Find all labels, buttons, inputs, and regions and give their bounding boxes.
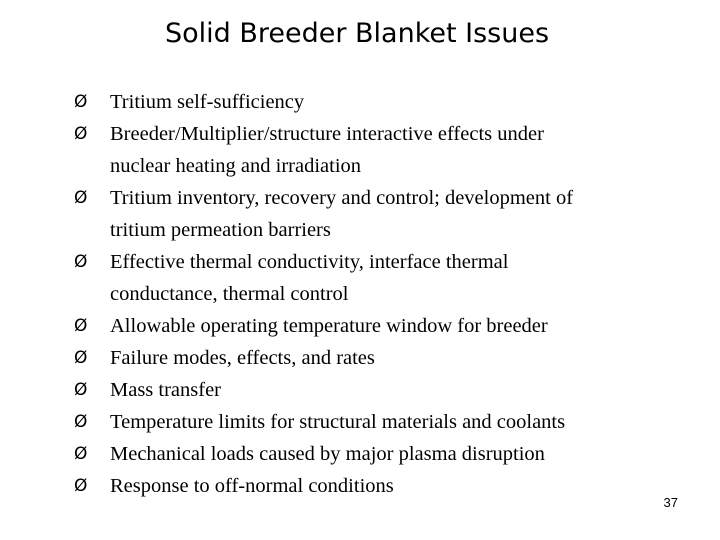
bullet-text-line: Effective thermal conductivity, interface thermal [110,251,509,273]
bullet-text-line: Tritium self-sufficiency [110,91,305,113]
arrow-bullet-icon: Ø [74,444,88,464]
arrow-bullet-icon: Ø [74,188,88,208]
bullet-item [74,406,674,438]
arrow-bullet-icon: Ø [74,124,88,144]
bullet-text-line: Breeder/Multiplier/structure interactive effects under [110,123,544,145]
arrow-bullet-icon: Ø [74,92,88,112]
arrow-bullet-icon: Ø [74,252,88,272]
bullet-text-line: tritium permeation barriers [110,219,331,241]
bullet-text-line: Response to off-normal conditions [110,475,394,497]
arrow-bullet-icon: Ø [74,476,88,496]
bullet-item [74,86,674,118]
bullet-text-line: nuclear heating and irradiation [110,155,362,177]
bullet-item [74,246,674,310]
bullet-list [74,86,674,502]
bullet-item [74,374,674,406]
arrow-bullet-icon: Ø [74,412,88,432]
bullet-item [74,310,674,342]
bullet-text-line: Tritium inventory, recovery and control; development of [110,187,574,209]
bullet-item [74,438,674,470]
arrow-bullet-icon: Ø [74,380,88,400]
slide-number: 37 [663,495,678,510]
bullet-text-line: Failure modes, effects, and rates [110,347,375,369]
bullet-item [74,470,674,502]
arrow-bullet-icon: Ø [74,316,88,336]
bullet-text-line: Temperature limits for structural materials and coolants [110,411,566,433]
bullet-item [74,342,674,374]
bullet-text-line: Mechanical loads caused by major plasma disruption [110,443,545,465]
bullet-item [74,182,674,246]
bullet-item [74,118,674,182]
arrow-bullet-icon: Ø [74,348,88,368]
bullet-text-line: Mass transfer [110,379,222,401]
bullet-text-line: Allowable operating temperature window for breeder [110,315,548,337]
bullet-text-line: conductance, thermal control [110,283,349,305]
slide-title: Solid Breeder Blanket Issues [164,18,550,49]
